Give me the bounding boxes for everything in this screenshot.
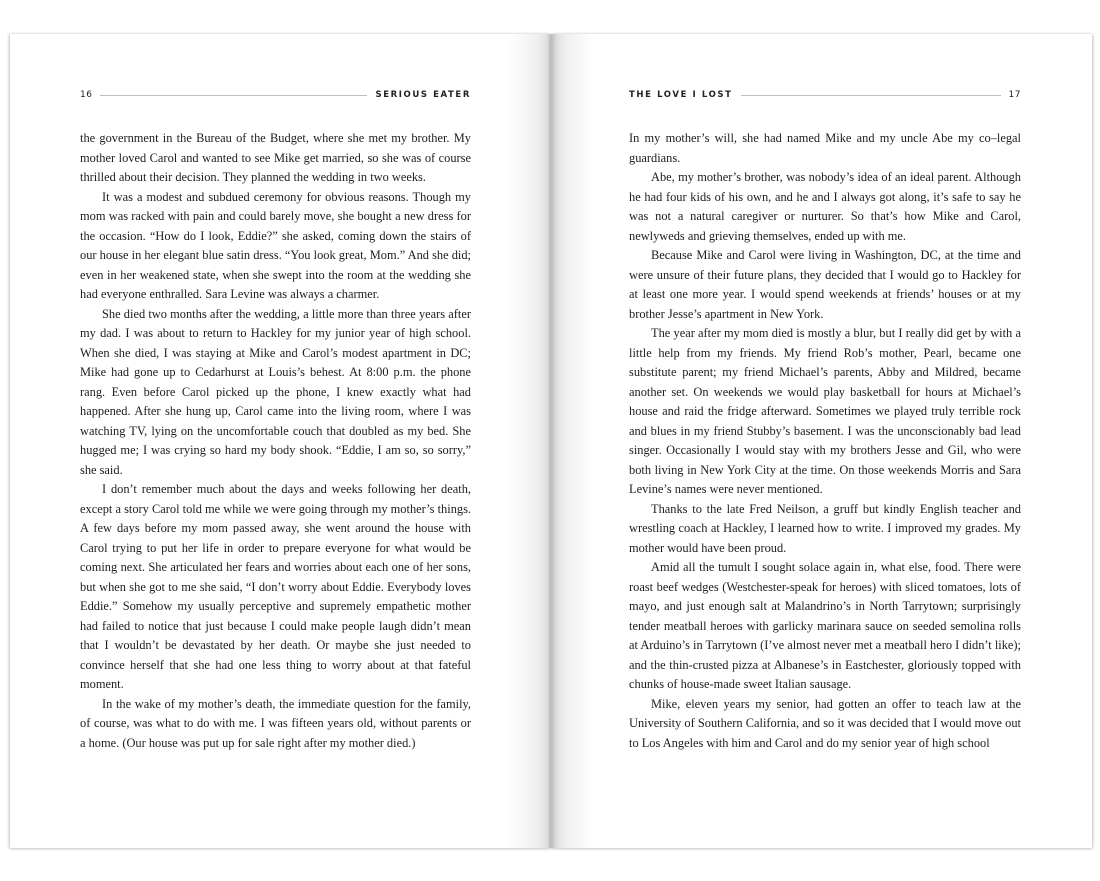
right-page-number: 17: [1008, 90, 1021, 100]
paragraph: It was a modest and subdued ceremony for obvious reasons. Though my mom was racked with pain and could barely move, she bought a new dress for the occasion. “How do I look, Eddie?” she asked, coming down the stairs of our house in her elegant blue satin dress. “You look great, Mom.” And she did; even in her weakened state, when she swept into the room at the wedding she had everyone enthralled. Sara Levine was always a charmer.: [80, 189, 471, 301]
left-page: [10, 34, 551, 848]
paragraph: the government in the Bureau of the Budget, where she met my brother. My mother loved Carol and wanted to see Mike get married, so she was of course thrilled about their decision. They planned the wedding in two weeks.: [80, 131, 471, 184]
paragraph: The year after my mom died is mostly a blur, but I really did get by with a little help from my friends. My friend Rob’s mother, Pearl, became one substitute parent; my friend Michael’s parents, Abby and Mildred, became another set. On weekends we would play basketball for hours at Michael’s house and raid the fridge afterward. Sometimes we played truly terrible rock and blues in my friend Stubby’s basement. I was the unconscionably bad lead singer. Occasionally I would stay with my brothers Jesse and Gil, who were both living in New York City at the time. On those weekends Morris and Sara Levine’s names were never mentioned.: [629, 326, 1021, 496]
paragraph: Thanks to the late Fred Neilson, a gruff but kindly English teacher and wrestling coach at Hackley, I learned how to write. I improved my grades. My mother would have been proud.: [629, 501, 1021, 555]
left-body-text: [80, 129, 471, 753]
paragraph: Amid all the tumult I sought solace again in, what else, food. There were roast beef wedges (Westchester-speak for heroes) with sliced tomatoes, lots of mayo, and just enough salt at Malandrino’s in North Tarrytown; surprisingly tender meatball heroes with garlicky marinara sauce on seeded semolina rolls at Arduino’s in Tarrytown (I’ve almost never met a meatball hero I didn’t like); and the thin-crusted pizza at Albanese’s in Eastchester, gloriously topped with chunks of house-made sweet Italian sausage.: [629, 560, 1021, 691]
paragraph: In the wake of my mother’s death, the immediate question for the family, of course, was what to do with me. I was fifteen years old, without parents or a home. (Our house was put up for sale right after my mother died.): [80, 696, 471, 750]
paragraph: In my mother’s will, she had named Mike and my uncle Abe my co–legal guardians.: [629, 131, 1021, 165]
right-page: [551, 34, 1092, 848]
paragraph: I don’t remember much about the days and weeks following her death, except a story Carol told me while we were going through my mother’s things. A few days before my mom passed away, she went around the house with Carol trying to put her life in order to prepare everyone for what would be coming next. She articulated her fears and worries about each one of her sons, but when she got to me she said, “I don’t worry about Eddie. Everybody loves Eddie.” Somehow my usually perceptive and supremely empathetic mother had failed to notice that just because I could make people laugh didn’t mean that I wouldn’t be devastated by her death. Or maybe she just needed to convince herself that she had one less thing to worry about at that fateful moment.: [80, 482, 471, 691]
header-rule: [741, 95, 1001, 96]
book-spread: [10, 34, 1092, 848]
header-rule: [100, 95, 367, 96]
paragraph: She died two months after the wedding, a little more than three years after my dad. I was about to return to Hackley for my junior year of high school. When she died, I was staying at Mike and Carol’s modest apartment in DC; Mike had gone up to Cedarhurst at Louis’s behest. At 8:00 p.m. the phone rang. Even before Carol picked up the phone, I knew exactly what had happened. After she hung up, Carol came into the living room, where I was watching TV, lying on the uncomfortable couch that doubled as my bed. She hugged me; I was crying so hard my body shook. “Eddie, I am so, so sorry,” she said.: [80, 306, 471, 477]
paragraph: Abe, my mother’s brother, was nobody’s idea of an ideal parent. Although he had four kids of his own, and he and I always got along, it’s safe to say he was not a natural caregiver or nurturer. So that’s how Mike and Carol, newlyweds and grieving themselves, ended up with me.: [629, 170, 1021, 243]
right-running-title: THE LOVE I LOST: [629, 90, 733, 100]
paragraph: Because Mike and Carol were living in Washington, DC, at the time and were unsure of their future plans, they decided that I would go to Hackley for at least one more year. I would spend weekends at friends’ houses or at my brother Jesse’s apartment in New York.: [629, 248, 1021, 321]
left-page-number: 16: [80, 90, 93, 100]
right-running-head: [629, 88, 1021, 102]
paragraph: Mike, eleven years my senior, had gotten an offer to teach law at the University of Southern California, and so it was decided that I would move out to Los Angeles with him and Carol and do my senior year of high school: [629, 696, 1021, 750]
left-running-title: SERIOUS EATER: [375, 90, 471, 100]
left-running-head: [80, 88, 471, 102]
right-body-text: [629, 129, 1021, 753]
